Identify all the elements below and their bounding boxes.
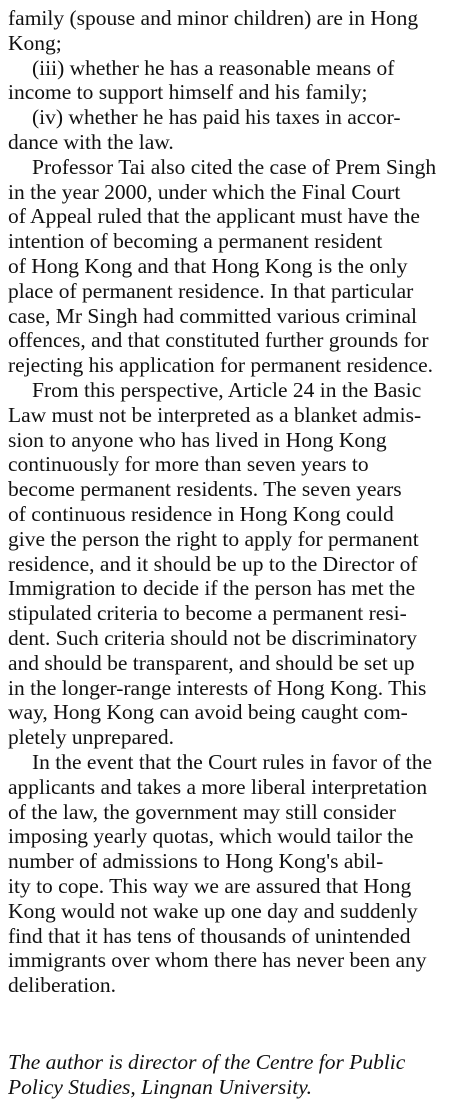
article-line: pletely unprepared. xyxy=(8,725,174,750)
article-line: number of admissions to Hong Kong's abil- xyxy=(8,849,384,874)
article-line: ity to cope. This way we are assured that Hong xyxy=(8,874,412,898)
article-line: become permanent residents. The seven years xyxy=(8,477,402,502)
article-line: sion to anyone who has lived in Hong Kong xyxy=(8,427,387,452)
article-line: Law must not be interpreted as a blanket admis- xyxy=(8,402,422,427)
article-line: in the longer-range interests of Hong Kong. This xyxy=(8,675,427,700)
article-line: intention of becoming a permanent resident xyxy=(8,229,383,254)
article-line: stipulated criteria to become a permanent resi- xyxy=(8,601,407,626)
article-line: In the event that the Court rules in favor of the xyxy=(32,750,433,774)
article-line: From this perspective, Article 24 in the Basic xyxy=(32,378,422,402)
article-line: Kong; xyxy=(8,30,62,55)
article-line: Professor Tai also cited the case of Prem Singh xyxy=(32,154,437,179)
article-line: of Appeal ruled that the applicant must have the xyxy=(8,204,420,229)
byline-line: Policy Studies, Lingnan University. xyxy=(8,1075,312,1099)
article-line: find that it has tens of thousands of unintended xyxy=(8,923,411,948)
article-line: way, Hong Kong can avoid being caught com- xyxy=(8,700,408,725)
article-line: of continuous residence in Hong Kong could xyxy=(8,502,394,526)
article-line: Immigration to decide if the person has met the xyxy=(8,576,416,601)
article-line: case, Mr Singh had committed various criminal xyxy=(8,303,418,328)
article-line: immigrants over whom there has never been any xyxy=(8,948,427,973)
article-line: and should be transparent, and should be set up xyxy=(8,650,415,675)
article-line: in the year 2000, under which the Final Court xyxy=(8,179,401,204)
article-line: dent. Such criteria should not be discriminatory xyxy=(8,626,418,650)
article-line: imposing yearly quotas, which would tailor the xyxy=(8,824,414,849)
article-line: income to support himself and his family; xyxy=(8,80,368,105)
article-line: applicants and takes a more liberal interpretation xyxy=(8,774,428,799)
article-line: continuously for more than seven years to xyxy=(8,452,369,477)
article-line: offences, and that constituted further grounds for xyxy=(8,328,429,353)
article-line: residence, and it should be up to the Director of xyxy=(8,551,418,576)
article-line: Kong would not wake up one day and suddenly xyxy=(8,898,418,923)
article-line: of the law, the government may still consider xyxy=(8,799,396,824)
article-line: (iv) whether he has paid his taxes in accor- xyxy=(32,105,401,130)
article-line: family (spouse and minor children) are in Hong xyxy=(8,6,419,30)
article-line: (iii) whether he has a reasonable means of xyxy=(32,55,395,80)
article-line: deliberation. xyxy=(8,973,117,998)
article-line: of Hong Kong and that Hong Kong is the only xyxy=(8,254,408,278)
article-line: rejecting his application for permanent residence. xyxy=(8,353,434,378)
byline-line: The author is director of the Centre for Public xyxy=(8,1050,406,1074)
article-line: place of permanent residence. In that particular xyxy=(8,278,414,303)
article-line: dance with the law. xyxy=(8,130,174,154)
article-line: give the person the right to apply for permanent xyxy=(8,526,419,551)
